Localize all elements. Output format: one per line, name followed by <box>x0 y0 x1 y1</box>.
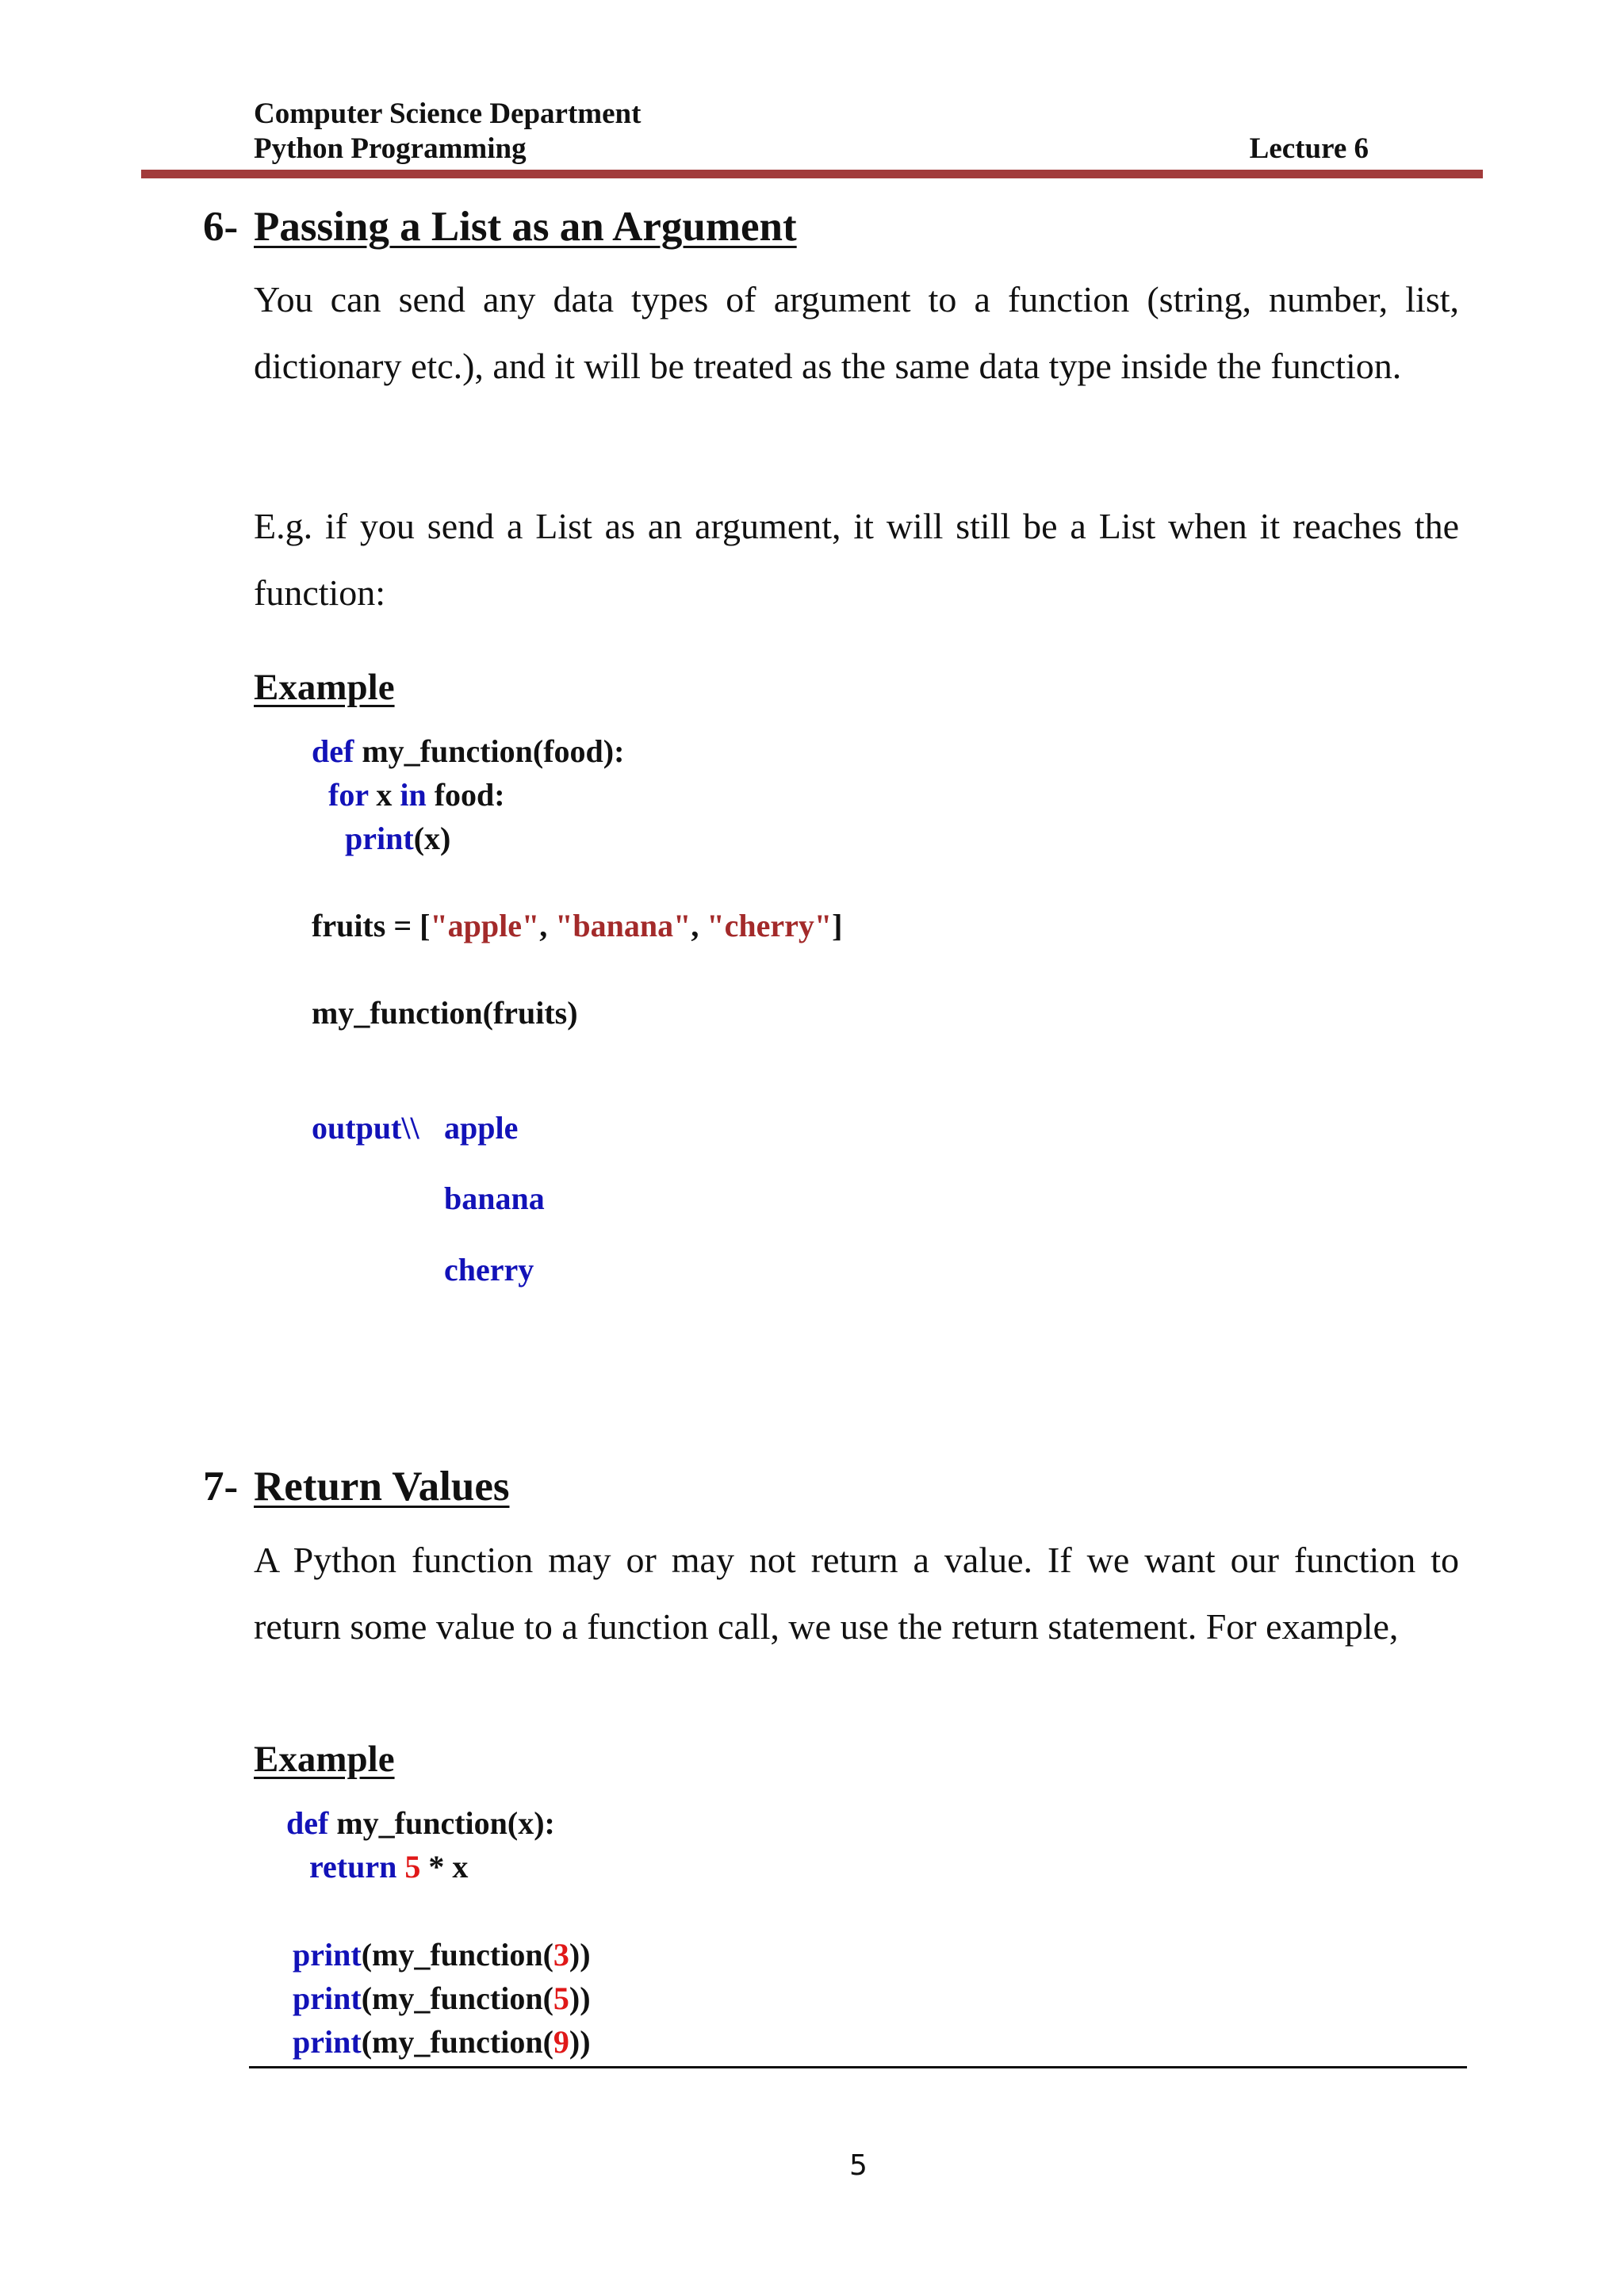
output-value-2: banana <box>444 1181 545 1216</box>
code-text: )) <box>569 2024 591 2060</box>
header-department: Computer Science Department <box>254 98 642 130</box>
code-keyword: def <box>312 733 354 769</box>
code-line-return <box>309 1845 468 1889</box>
section-6-number: 6- <box>203 204 239 250</box>
code-text: fruits = [ <box>312 908 431 943</box>
code-string: "cherry" <box>707 908 833 943</box>
section-7-title: Return Values <box>254 1464 510 1510</box>
code-line-print <box>345 817 450 861</box>
section-6-example-label: Example <box>254 667 395 708</box>
header-course: Python Programming <box>254 132 527 165</box>
footer-rule <box>249 2066 1467 2068</box>
code-text: (x) <box>413 821 451 856</box>
section-6-paragraph-1: You can send any data types of argument to a function (string, number, list, dictionary etc.), and it will be treated as the same data type inside the function. <box>254 279 1459 386</box>
page-number: 5 <box>849 2149 868 2182</box>
code-line-print-1 <box>293 1933 591 1977</box>
section-7-example-label: Example <box>254 1739 395 1780</box>
code-line-fruits <box>312 904 842 948</box>
code-string: "banana" <box>555 908 691 943</box>
code-text: (my_function( <box>361 1980 553 2016</box>
code-number: 9 <box>553 2024 569 2060</box>
code-keyword: for <box>328 777 369 813</box>
section-6-title: Passing a List as an Argument <box>254 204 797 250</box>
code-number: 5 <box>396 1849 421 1885</box>
code-text: my_function(food): <box>354 733 625 769</box>
code-text: )) <box>569 1937 591 1973</box>
code-keyword: print <box>293 1980 362 2016</box>
code-text: (my_function( <box>361 2024 553 2060</box>
output-value-3: cherry <box>444 1252 534 1288</box>
code-keyword: print <box>293 2024 362 2060</box>
code-line-def-2 <box>286 1801 555 1846</box>
code-string: "apple" <box>430 908 540 943</box>
section-6-paragraph-2: E.g. if you send a List as an argument, it will still be a List when it reaches the function: <box>254 506 1459 613</box>
code-keyword: def <box>286 1805 329 1841</box>
section-7-paragraph-1: A Python function may or may not return a value. If we want our function to return some value to a function call, we use the return statement. For example, <box>254 1540 1459 1647</box>
output-label: output\\ <box>312 1110 419 1146</box>
code-number: 3 <box>553 1937 569 1973</box>
section-7-number: 7- <box>203 1464 239 1510</box>
code-text: x <box>368 777 400 813</box>
code-text: , <box>691 908 707 943</box>
code-text: * x <box>420 1849 469 1885</box>
header-lecture: Lecture 6 <box>1249 132 1369 165</box>
header-rule <box>141 170 1483 178</box>
code-text: , <box>539 908 556 943</box>
code-text: my_function(x): <box>328 1805 555 1841</box>
code-keyword: print <box>345 821 414 856</box>
code-number: 5 <box>553 1980 569 2016</box>
code-keyword: print <box>293 1937 362 1973</box>
code-text: )) <box>569 1980 591 2016</box>
code-text: (my_function( <box>361 1937 553 1973</box>
code-line-for <box>328 773 505 817</box>
code-keyword: in <box>400 777 427 813</box>
code-line-print-2 <box>293 1976 591 2021</box>
code-text: ] <box>832 908 843 943</box>
code-keyword: return <box>309 1849 397 1885</box>
code-line-def <box>312 729 624 774</box>
code-line-print-3 <box>293 2020 591 2064</box>
code-text: food: <box>426 777 505 813</box>
output-value-1: apple <box>444 1110 519 1146</box>
code-line-call: my_function(fruits) <box>312 995 578 1031</box>
